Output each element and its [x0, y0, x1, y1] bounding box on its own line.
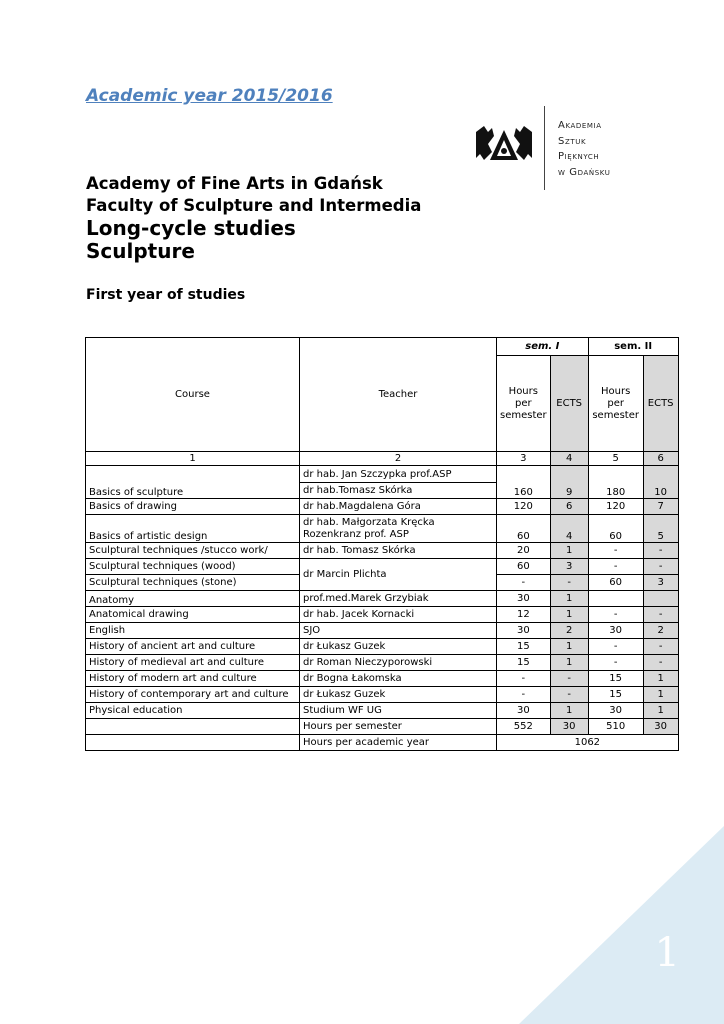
teacher-cell: dr Bogna Łakomska	[300, 671, 497, 687]
teacher-cell: dr hab.Tomasz Skórka	[300, 483, 497, 499]
ects-sem1-cell: 6	[550, 499, 588, 515]
course-cell	[86, 735, 300, 751]
course-cell: History of modern art and culture	[86, 671, 300, 687]
ects-sem1-cell: 4	[550, 515, 588, 543]
page-corner-decoration	[519, 826, 724, 1024]
hours-sem1-cell: 120	[497, 499, 551, 515]
hours-sem2-total: 510	[588, 719, 643, 735]
hours-sem2-cell: -	[588, 543, 643, 559]
table-row	[86, 607, 679, 623]
course-header: Course	[86, 338, 300, 452]
ects-sem1-cell: 1	[550, 703, 588, 719]
sem2-header: sem. II	[588, 338, 678, 356]
year-total-label: Hours per academic year	[300, 735, 497, 751]
hours-sem1-cell: 30	[497, 623, 551, 639]
header-row-semesters	[86, 338, 679, 356]
hours-sem1-cell: 12	[497, 607, 551, 623]
ects-sem2-cell: -	[643, 655, 678, 671]
hours-sem1-cell: -	[497, 671, 551, 687]
hours-sem2-cell: 60	[588, 575, 643, 591]
hours-sem1-cell: 60	[497, 515, 551, 543]
column-number: 3	[497, 452, 551, 466]
per-label: per	[515, 397, 532, 409]
ects-sem2-total: 30	[643, 719, 678, 735]
table-row	[86, 687, 679, 703]
table-row	[86, 623, 679, 639]
logo-divider	[544, 106, 545, 190]
teacher-cell	[300, 515, 497, 543]
academy-title: Academy of Fine Arts in Gdańsk	[86, 174, 383, 193]
semester-label: semester	[592, 409, 639, 421]
logo-line-4: w Gdańsku	[558, 166, 611, 178]
course-cell	[86, 719, 300, 735]
hours-sem1-total: 552	[497, 719, 551, 735]
table-row	[86, 703, 679, 719]
table-row	[86, 671, 679, 687]
hours-sem1-cell: 30	[497, 591, 551, 607]
teacher-cell: dr Łukasz Guzek	[300, 639, 497, 655]
course-cell: Basics of drawing	[86, 499, 300, 515]
hours-label: Hours	[508, 385, 538, 397]
hours-sem1-cell: -	[497, 575, 551, 591]
ects-sem1-cell: 1	[550, 543, 588, 559]
column-number: 4	[550, 452, 588, 466]
ects-sem1-cell: 2	[550, 623, 588, 639]
teacher-name-line: dr hab. Małgorzata Kręcka	[303, 516, 435, 528]
ects-sem2-cell: -	[643, 543, 678, 559]
table-row	[86, 466, 679, 483]
totals-label: Hours per semester	[300, 719, 497, 735]
ects-sem1-cell: 1	[550, 591, 588, 607]
ects-sem2-cell: 3	[643, 575, 678, 591]
logo-line-1: Akademia	[558, 120, 602, 131]
page-number: 1	[654, 930, 680, 976]
logo-line-3: Pięknych	[558, 151, 600, 162]
studies-title: Long-cycle studies	[86, 216, 296, 240]
hours-sem1-cell: 20	[497, 543, 551, 559]
column-number: 1	[86, 452, 300, 466]
teacher-cell: dr Łukasz Guzek	[300, 687, 497, 703]
year-total-value: 1062	[497, 735, 679, 751]
table-row	[86, 639, 679, 655]
table-row	[86, 543, 679, 559]
sem1-header: sem. I	[497, 338, 589, 356]
ects-sem1-total: 30	[550, 719, 588, 735]
column-number: 6	[643, 452, 678, 466]
hours-sem2-cell: -	[588, 655, 643, 671]
hours-sem2-cell: 15	[588, 671, 643, 687]
ects-sem2-cell: -	[643, 607, 678, 623]
ects-sem2-cell	[643, 591, 678, 607]
course-cell: History of contemporary art and culture	[86, 687, 300, 703]
logo-wordmark	[558, 118, 611, 180]
course-cell: Anatomical drawing	[86, 607, 300, 623]
teacher-header: Teacher	[300, 338, 497, 452]
hours-sem1-cell: 15	[497, 639, 551, 655]
ects-sem1-cell: -	[550, 575, 588, 591]
hours-header-sem1	[497, 356, 551, 452]
course-cell: Basics of artistic design	[86, 515, 300, 543]
subject-title: Sculpture	[86, 239, 195, 263]
hours-sem1-cell: 60	[497, 559, 551, 575]
course-cell: English	[86, 623, 300, 639]
course-cell: Basics of sculpture	[86, 466, 300, 499]
semester-label: semester	[500, 409, 547, 421]
hours-sem2-cell: 60	[588, 515, 643, 543]
table-row	[86, 499, 679, 515]
course-cell: Physical education	[86, 703, 300, 719]
ects-sem2-cell: 2	[643, 623, 678, 639]
totals-row	[86, 719, 679, 735]
teacher-cell: dr hab. Tomasz Skórka	[300, 543, 497, 559]
hours-sem2-cell: -	[588, 559, 643, 575]
hours-sem1-cell: 15	[497, 655, 551, 671]
ects-sem2-cell: 1	[643, 671, 678, 687]
numbering-row	[86, 452, 679, 466]
ects-sem1-cell: 1	[550, 655, 588, 671]
column-number: 2	[300, 452, 497, 466]
teacher-cell: dr Marcin Plichta	[300, 559, 497, 591]
faculty-title: Faculty of Sculpture and Intermedia	[86, 196, 422, 215]
course-cell: History of medieval art and culture	[86, 655, 300, 671]
teacher-cell: dr hab. Jan Szczypka prof.ASP	[300, 466, 497, 483]
ects-sem2-cell: -	[643, 639, 678, 655]
teacher-cell: dr hab.Magdalena Góra	[300, 499, 497, 515]
table-row	[86, 591, 679, 607]
ects-header-sem2: ECTS	[643, 356, 678, 452]
column-number: 5	[588, 452, 643, 466]
teacher-cell: Studium WF UG	[300, 703, 497, 719]
ects-sem1-cell: -	[550, 671, 588, 687]
academic-year-heading: Academic year 2015/2016	[86, 86, 333, 106]
hours-label: Hours	[601, 385, 631, 397]
hours-sem2-cell: 30	[588, 623, 643, 639]
teacher-cell: dr hab. Jacek Kornacki	[300, 607, 497, 623]
hours-sem2-cell: 30	[588, 703, 643, 719]
ects-sem1-cell: -	[550, 687, 588, 703]
ects-sem1-cell: 3	[550, 559, 588, 575]
course-cell: Anatomy	[86, 591, 300, 607]
ects-sem2-cell: 10	[643, 466, 678, 499]
ects-sem2-cell: 1	[643, 687, 678, 703]
teacher-cell: SJO	[300, 623, 497, 639]
course-cell: History of ancient art and culture	[86, 639, 300, 655]
table-row	[86, 559, 679, 575]
table-row	[86, 655, 679, 671]
hours-sem1-cell: 30	[497, 703, 551, 719]
academy-crest-icon	[474, 124, 534, 166]
course-cell: Sculptural techniques (stone)	[86, 575, 300, 591]
hours-sem2-cell	[588, 591, 643, 607]
ects-sem2-cell: 7	[643, 499, 678, 515]
academy-logo	[474, 106, 644, 192]
year-total-row	[86, 735, 679, 751]
hours-sem2-cell: 15	[588, 687, 643, 703]
teacher-cell: prof.med.Marek Grzybiak	[300, 591, 497, 607]
logo-line-2: Sztuk	[558, 135, 587, 147]
hours-sem2-cell: 180	[588, 466, 643, 499]
table-row	[86, 515, 679, 543]
curriculum-table	[85, 337, 679, 751]
ects-sem2-cell: 5	[643, 515, 678, 543]
ects-sem1-cell: 1	[550, 639, 588, 655]
hours-sem2-cell: -	[588, 639, 643, 655]
hours-sem2-cell: 120	[588, 499, 643, 515]
hours-header-sem2	[588, 356, 643, 452]
ects-header-sem1: ECTS	[550, 356, 588, 452]
year-of-studies-title: First year of studies	[86, 287, 246, 303]
hours-sem2-cell: -	[588, 607, 643, 623]
course-cell: Sculptural techniques (wood)	[86, 559, 300, 575]
teacher-cell: dr Roman Nieczyporowski	[300, 655, 497, 671]
course-cell: Sculptural techniques /stucco work/	[86, 543, 300, 559]
ects-sem1-cell: 1	[550, 607, 588, 623]
hours-sem1-cell: -	[497, 687, 551, 703]
ects-sem2-cell: 1	[643, 703, 678, 719]
teacher-name-line: Rozenkranz prof. ASP	[303, 528, 409, 540]
per-label: per	[607, 397, 624, 409]
hours-sem1-cell: 160	[497, 466, 551, 499]
ects-sem1-cell: 9	[550, 466, 588, 499]
ects-sem2-cell: -	[643, 559, 678, 575]
